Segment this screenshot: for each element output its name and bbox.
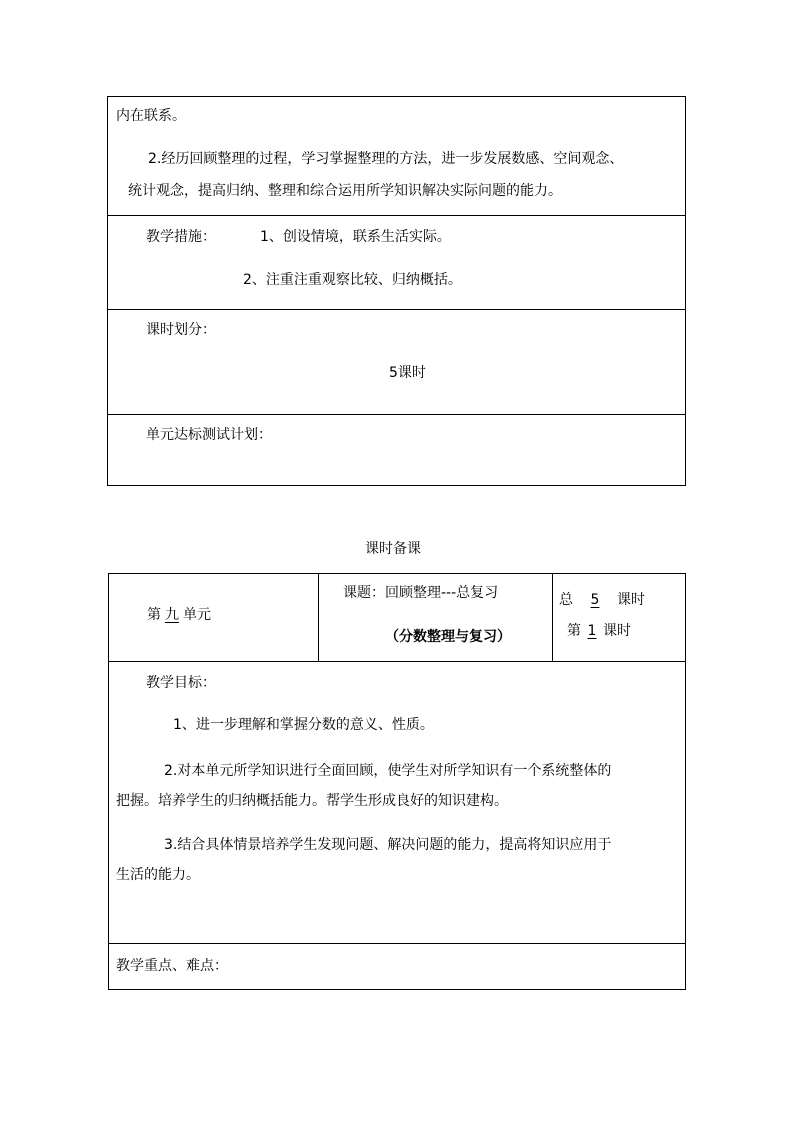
- row-divider: [107, 215, 686, 216]
- test-plan-label: 单元达标测试计划：: [146, 427, 272, 443]
- current-suffix: 课时: [603, 623, 631, 639]
- unit-number: 九: [165, 607, 179, 623]
- total-prefix: 总: [559, 592, 573, 608]
- section-title: 课时备课: [365, 541, 421, 557]
- column-divider: [552, 573, 553, 662]
- total-suffix: 课时: [617, 592, 645, 608]
- total-hours: [559, 591, 645, 609]
- row-divider: [108, 661, 686, 662]
- measures-item-2: 2、注重注重观察比较、归纳概括。: [243, 272, 462, 288]
- measures-item-1: 1、创设情境，联系生活实际。: [260, 229, 451, 245]
- total-number: 5: [590, 592, 600, 608]
- row-divider: [108, 943, 686, 944]
- goal-1: 1、进一步理解和掌握分数的意义、性质。: [173, 717, 434, 733]
- topic-label: 课题：回顾整理---总复习: [343, 585, 499, 601]
- hours-value: 5课时: [389, 365, 426, 381]
- objective-text-line2: 2.经历回顾整理的过程，学习掌握整理的方法，进一步发展数感、空间观念、: [148, 151, 624, 167]
- unit-suffix: 单元: [183, 607, 211, 623]
- goal-3-line2: 生活的能力。: [116, 867, 200, 883]
- hours-label: 课时划分：: [146, 322, 216, 338]
- unit-prefix: 第: [147, 607, 161, 623]
- goal-3-line1: 3.结合具体情景培养学生发现问题、解决问题的能力，提高将知识应用于: [164, 837, 612, 853]
- objective-text-line1: 内在联系。: [116, 108, 186, 124]
- key-points-label: 教学重点、难点：: [116, 958, 228, 974]
- goal-2-line1: 2.对本单元所学知识进行全面回顾，使学生对所学知识有一个系统整体的: [164, 763, 612, 779]
- current-number: 1: [587, 623, 597, 639]
- current-hour: [567, 622, 631, 640]
- measures-label: 教学措施：: [146, 229, 216, 245]
- goal-2-line2: 把握。培养学生的归纳概括能力。帮学生形成良好的知识建构。: [116, 793, 508, 809]
- objective-text-line3: 统计观念，提高归纳、整理和综合运用所学知识解决实际问题的能力。: [128, 183, 562, 199]
- column-divider: [318, 573, 319, 662]
- row-divider: [107, 414, 686, 415]
- unit-cell: [147, 606, 211, 624]
- goals-label: 教学目标：: [146, 675, 216, 691]
- current-prefix: 第: [567, 623, 581, 639]
- row-divider: [107, 309, 686, 310]
- topic-subtitle: （分数整理与复习）: [385, 629, 511, 645]
